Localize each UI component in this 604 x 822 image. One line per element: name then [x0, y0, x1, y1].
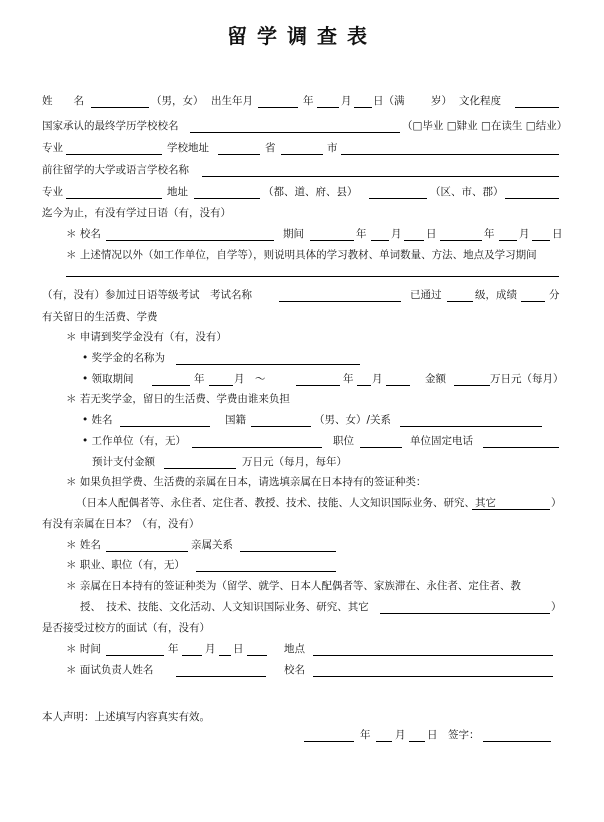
field-period-from-day[interactable] — [404, 240, 424, 241]
label-relative-job: ＊ 职业、职位（有，无） — [66, 559, 185, 571]
label-district: （区、市、郡） — [430, 186, 504, 198]
label-relative-visa-cont: 授、 技术、技能、文化活动、人文知识国际业务、研究、其它 — [80, 601, 369, 613]
field-receive-from-year[interactable] — [152, 385, 190, 386]
label-from-month: 月 — [391, 228, 402, 240]
field-major[interactable] — [66, 154, 162, 155]
label-close-paren: ） — [551, 497, 562, 509]
row-sponsor-visa-types — [0, 495, 604, 511]
label-province: 省 — [265, 142, 276, 154]
label-year: 年 — [303, 95, 314, 107]
label-amount-unit: 万日元（每月） — [490, 373, 564, 385]
label-living-cost: 有关留日的生活费、学费 — [42, 311, 158, 323]
row-target-address — [0, 184, 604, 200]
field-birth-day[interactable] — [354, 107, 372, 108]
label-close-paren-2: ） — [551, 601, 562, 613]
field-birth-year[interactable] — [258, 107, 298, 108]
row-interview — [0, 620, 604, 636]
field-relationship[interactable] — [240, 551, 336, 552]
field-birth-month[interactable] — [317, 107, 339, 108]
label-japanese-study: 迄今为止，有没有学过日语（有，没有） — [42, 207, 231, 219]
label-receive-period: • 领取期间 — [82, 373, 134, 385]
label-points: 分 — [549, 289, 560, 301]
field-target-school[interactable] — [202, 176, 559, 177]
label-position: 职位 — [333, 435, 354, 447]
row-sponsor — [0, 391, 604, 407]
label-target-address: 地址 — [167, 186, 188, 198]
row-estimated-payment — [0, 454, 604, 470]
row-sponsor-visa — [0, 474, 604, 490]
field-interview-extra[interactable] — [247, 655, 267, 656]
field-receive-extra[interactable] — [386, 385, 410, 386]
field-interview-place[interactable] — [313, 655, 553, 656]
label-receive-from-month: 月 ～ — [234, 373, 266, 385]
row-relatives — [0, 516, 604, 532]
row-scholarship-name — [0, 350, 604, 366]
label-relationship: 亲属关系 — [191, 539, 233, 551]
row-interview-time — [0, 641, 604, 657]
label-estimated-amount: 预计支付金额 — [92, 456, 155, 468]
label-amount: 金额 — [425, 373, 446, 385]
field-prefecture[interactable] — [369, 198, 427, 199]
field-score[interactable] — [521, 301, 545, 302]
label-relatives: 有没有亲属在日本？（有，没有） — [42, 518, 200, 530]
row-sponsor-name — [0, 412, 604, 428]
row-school-address — [0, 140, 604, 156]
label-other-study: ＊ 上述情况以外（如工作单位，自学等），则说明具体的学习教材、单词数量、方法、地点及学习期间 — [66, 249, 537, 261]
field-sponsor-visa-other[interactable] — [472, 509, 550, 510]
label-scholarship-name: • 奖学金的名称为 — [82, 352, 166, 364]
field-final-school[interactable] — [190, 132, 400, 133]
field-sponsor-work[interactable] — [192, 447, 322, 448]
label-to-month: 月 — [519, 228, 530, 240]
field-relative-visa-other[interactable] — [380, 613, 550, 614]
label-target-major: 专业 — [42, 186, 63, 198]
label-interview-school: 校名 — [284, 664, 305, 676]
field-target-major[interactable] — [66, 198, 162, 199]
label-exam: （有，没有）参加过日语等级考试 考试名称 — [42, 289, 252, 301]
field-period-from-month[interactable] — [371, 240, 389, 241]
label-education: 文化程度 — [459, 95, 501, 107]
label-prefecture: （都、道、府、县） — [263, 186, 358, 198]
label-major: 专业 — [42, 142, 63, 154]
field-sign-day[interactable] — [409, 741, 425, 742]
label-interview-year: 年 — [168, 643, 179, 655]
row-relative-visa-cont — [0, 599, 604, 615]
label-from-day: 日 — [426, 228, 437, 240]
label-age: 岁） — [431, 95, 452, 107]
label-receive-to-year: 年 — [343, 373, 354, 385]
label-sign-day: 日 签字： — [427, 729, 480, 741]
field-level[interactable] — [447, 301, 473, 302]
field-position[interactable] — [360, 447, 402, 448]
field-receive-from-month[interactable] — [209, 385, 233, 386]
field-sponsor-name[interactable] — [120, 426, 210, 427]
row-target-school — [0, 162, 604, 178]
label-declaration: 本人声明：上述填写内容真实有效。 — [42, 711, 210, 723]
label-period: 期间 — [283, 228, 304, 240]
status-options[interactable]: （□毕业 □肄业 □在读生 □结业） — [402, 120, 568, 132]
field-interviewer[interactable] — [176, 676, 266, 677]
label-interview-day: 日 — [233, 643, 244, 655]
row-scholarship — [0, 329, 604, 345]
field-interview-day[interactable] — [219, 655, 231, 656]
field-scholarship-name[interactable] — [176, 364, 360, 365]
label-from-year: 年 — [356, 228, 367, 240]
row-jlpt — [0, 287, 604, 303]
label-to-year: 年 — [484, 228, 495, 240]
field-period-to-day[interactable] — [532, 240, 550, 241]
label-sponsor-work: • 工作单位（有，无） — [82, 435, 187, 447]
field-signature[interactable] — [483, 741, 551, 742]
label-sponsor-name: • 姓名 — [82, 414, 113, 426]
label-relative-visa: ＊ 亲属在日本持有的签证种类为（留学、就学、日本人配偶者等、家族滞在、永住者、定住者、教 — [66, 580, 521, 592]
label-to-day: 日 — [552, 228, 563, 240]
label-phone: 单位固定电话 — [410, 435, 473, 447]
label-month: 月 — [341, 95, 352, 107]
label-interview-time: ＊ 时间 — [66, 643, 101, 655]
field-period-to-year[interactable] — [440, 240, 482, 241]
row-signature — [0, 727, 604, 743]
label-name: 姓 名 — [42, 95, 84, 107]
label-sponsor-visa-types: （日本人配偶者等、永住者、定住者、教授、技术、技能、人文知识国际业务、研究、其它 — [76, 497, 496, 509]
label-interviewer: ＊ 面试负责人姓名 — [66, 664, 154, 676]
label-city: 市 — [327, 142, 338, 154]
field-period-to-month[interactable] — [499, 240, 517, 241]
label-relation: （男、女）/关系 — [314, 414, 392, 426]
label-interview: 是否接受过校方的面试（有，没有） — [42, 622, 210, 634]
field-district[interactable] — [505, 198, 559, 199]
label-sign-year: 年 — [360, 729, 371, 741]
label-nationality: 国籍 — [225, 414, 246, 426]
row-relative-job — [0, 557, 604, 573]
field-education[interactable] — [515, 107, 559, 108]
row-relative-name — [0, 537, 604, 553]
label-final-school: 国家承认的最终学历学校校名 — [42, 120, 179, 132]
label-gender: （男，女） — [151, 95, 204, 107]
label-interview-month: 月 — [205, 643, 216, 655]
row-sponsor-work — [0, 433, 604, 449]
field-estimated-amount[interactable] — [164, 468, 236, 469]
page-title: 留学调查表 — [227, 24, 377, 48]
label-interview-place: 地点 — [284, 643, 305, 655]
label-birth: 出生年月 — [211, 95, 253, 107]
label-day: 日（满 — [373, 95, 405, 107]
label-passed: 已通过 — [410, 289, 442, 301]
field-other-study[interactable] — [66, 276, 559, 277]
row-personal — [0, 93, 604, 109]
row-final-school — [0, 118, 604, 134]
field-receive-to-year[interactable] — [296, 385, 340, 386]
field-target-address[interactable] — [194, 198, 260, 199]
field-sign-year[interactable] — [304, 741, 354, 742]
field-interview-month[interactable] — [182, 655, 202, 656]
field-interview-school[interactable] — [313, 676, 553, 677]
field-receive-to-month[interactable] — [357, 385, 371, 386]
row-interviewer — [0, 662, 604, 678]
field-exam-name[interactable] — [279, 301, 401, 302]
field-name[interactable] — [91, 107, 149, 108]
row-scholarship-period — [0, 371, 604, 387]
label-estimated-unit: 万日元（每月，每年） — [242, 456, 347, 468]
row-japanese-study — [0, 205, 604, 221]
field-amount[interactable] — [454, 385, 490, 386]
row-study-school — [0, 226, 604, 242]
field-interview-year[interactable] — [106, 655, 164, 656]
label-sign-month: 月 — [395, 729, 406, 741]
field-province[interactable] — [281, 154, 323, 155]
row-declaration — [0, 709, 604, 725]
label-receive-from-year: 年 — [194, 373, 205, 385]
label-school-address: 学校地址 — [167, 142, 209, 154]
field-relation[interactable] — [400, 426, 542, 427]
field-period-from-year[interactable] — [310, 240, 354, 241]
row-living-cost — [0, 309, 604, 325]
field-nationality[interactable] — [251, 426, 311, 427]
field-study-school[interactable] — [106, 240, 274, 241]
label-study-school: ＊ 校名 — [66, 228, 101, 240]
label-target-school: 前往留学的大学或语言学校名称 — [42, 164, 189, 176]
label-sponsor: ＊ 若无奖学金，留日的生活费、学费由谁来负担 — [66, 393, 290, 405]
label-level-score: 级，成绩 — [475, 289, 517, 301]
field-relative-name[interactable] — [106, 551, 188, 552]
field-sign-month[interactable] — [376, 741, 392, 742]
field-address-a[interactable] — [218, 154, 260, 155]
label-sponsor-visa: ＊ 如果负担学费、生活费的亲属在日本，请选填亲属在日本持有的签证种类： — [66, 476, 427, 488]
label-receive-to-month: 月 — [372, 373, 383, 385]
field-city[interactable] — [341, 154, 559, 155]
row-other-study — [0, 247, 604, 263]
label-scholarship: ＊ 申请到奖学金没有（有，没有） — [66, 331, 227, 343]
label-relative-name: ＊ 姓名 — [66, 539, 101, 551]
field-phone[interactable] — [483, 447, 559, 448]
row-relative-visa — [0, 578, 604, 594]
field-relative-job[interactable] — [196, 571, 336, 572]
